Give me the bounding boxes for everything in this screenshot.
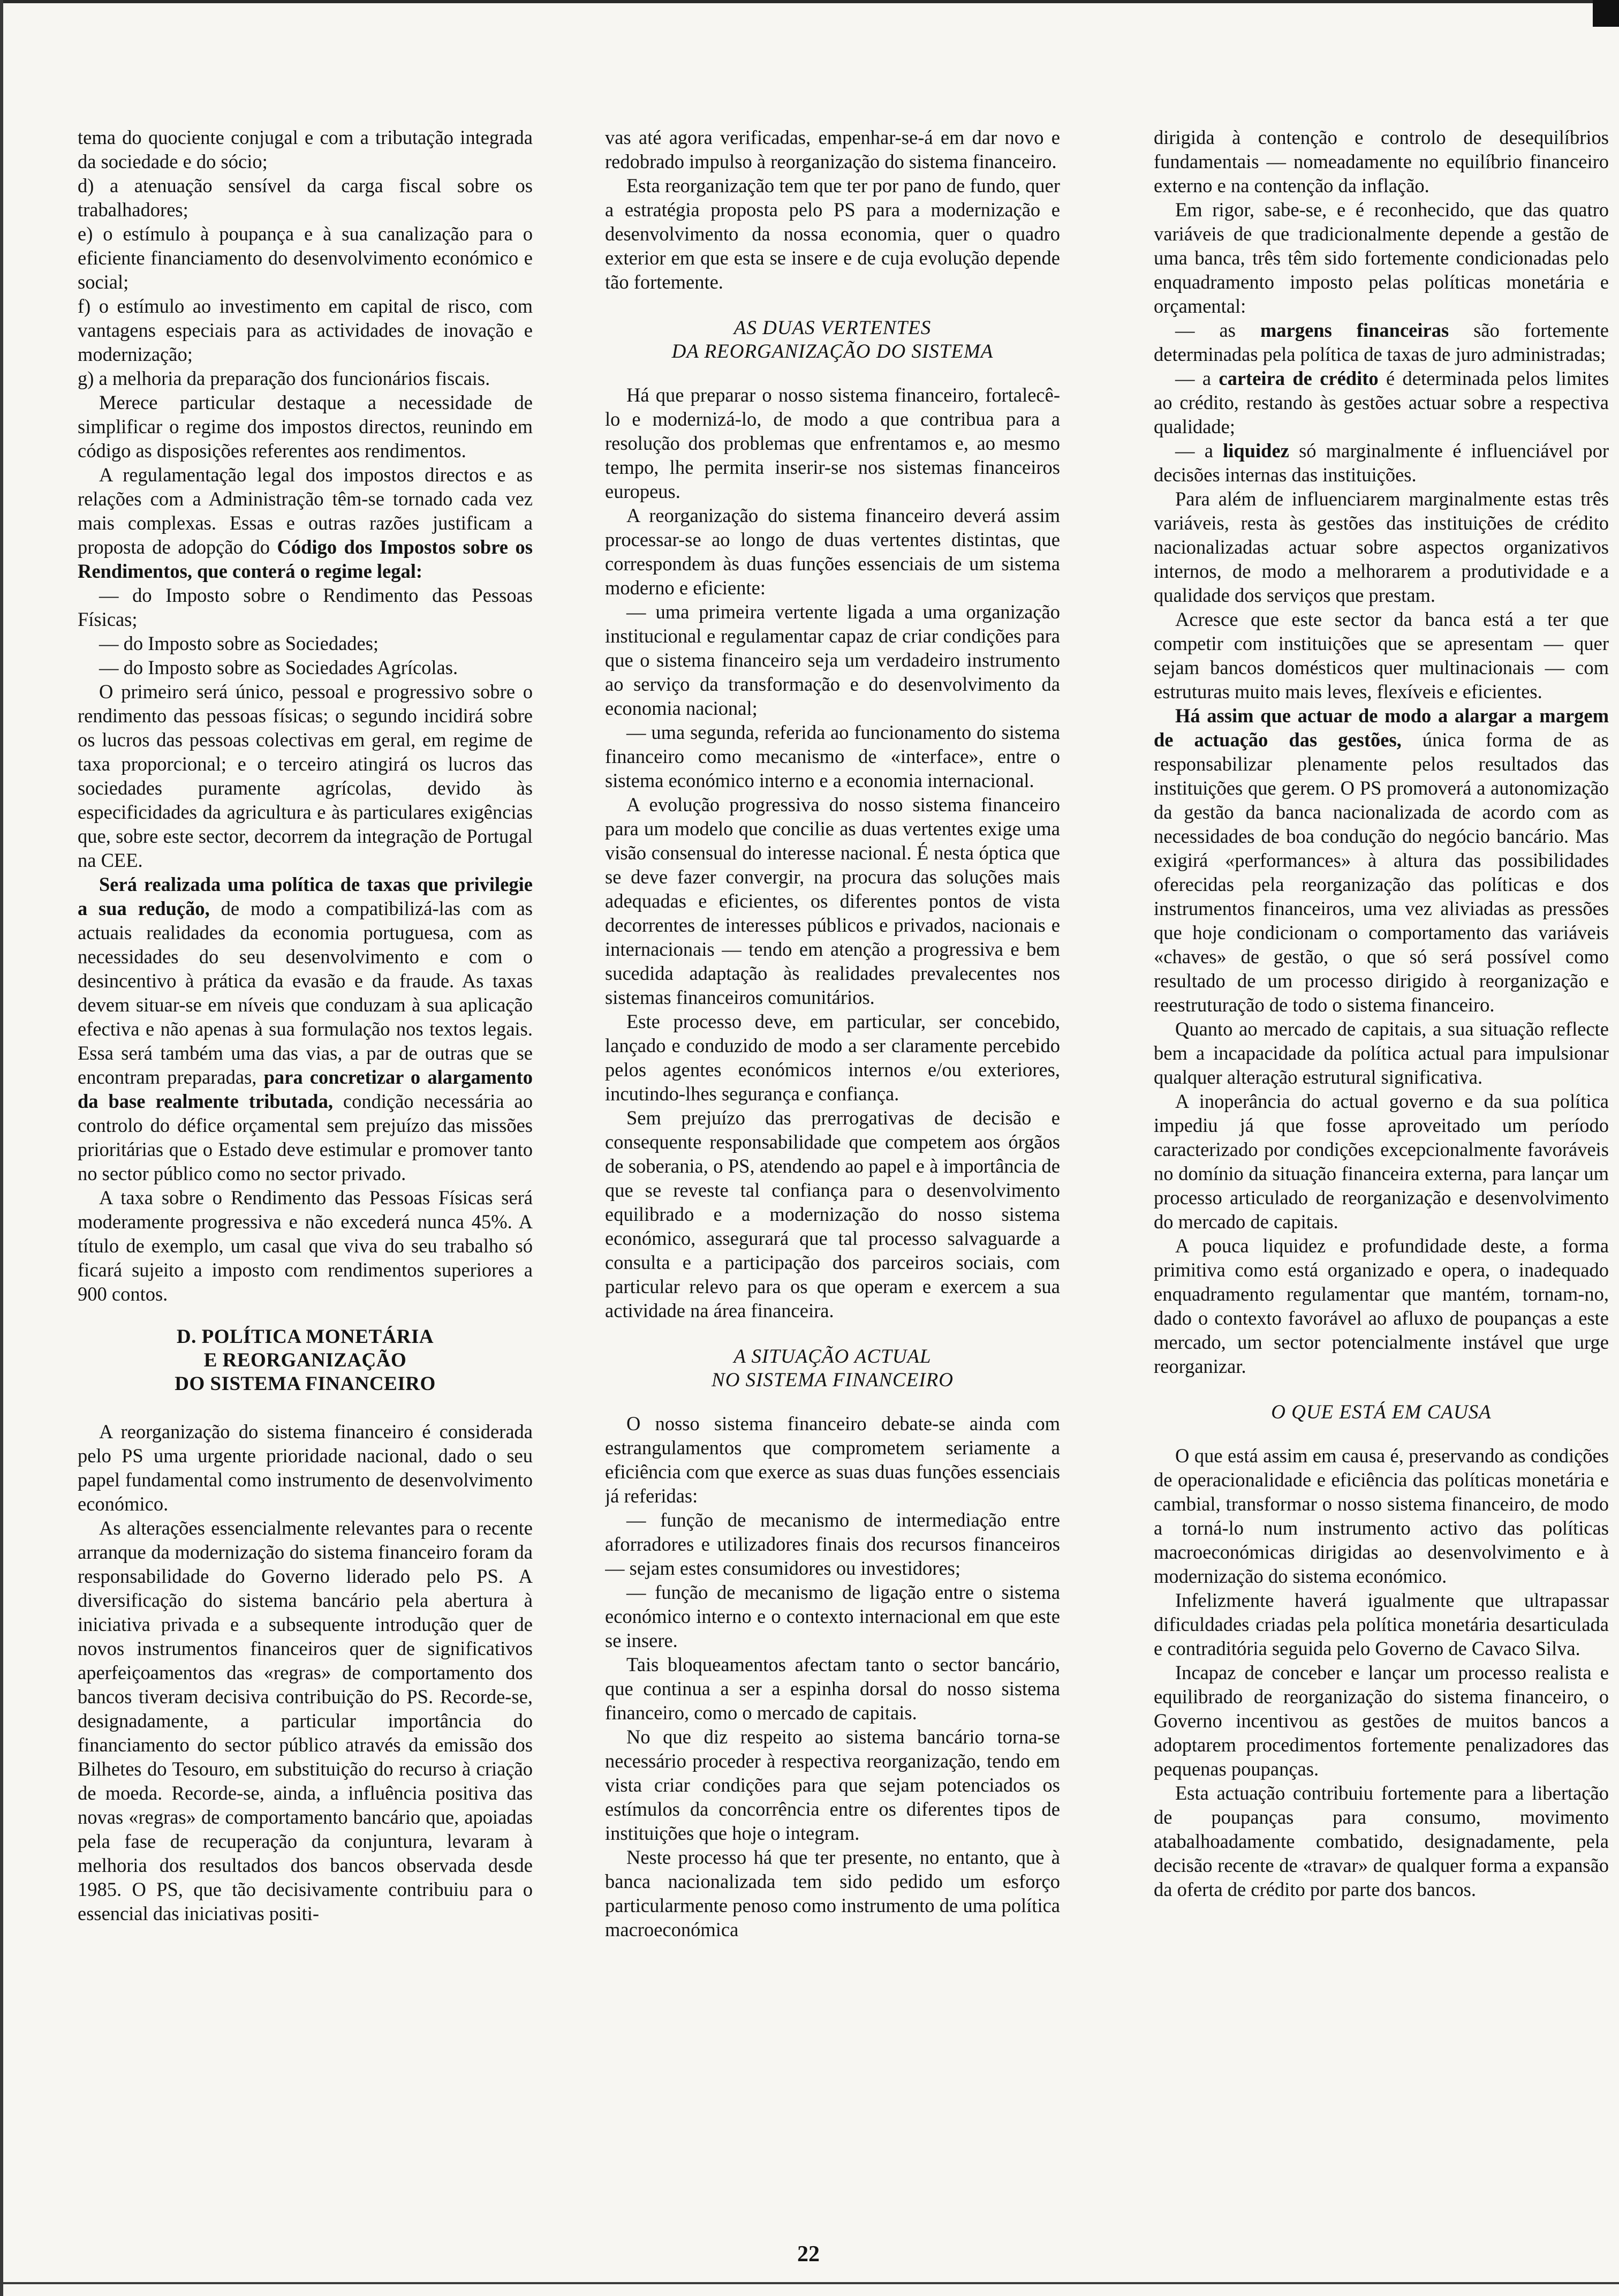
paragraph: Esta actuação contribuiu fortemente para a libertação de poupanças para consumo, movimento atabalhoadamente combatido, designadamente, pela decisão recente de «travar» de qualquer forma a expansão da oferta de crédito por parte dos bancos. bbox=[1154, 1782, 1609, 1900]
paragraph: Este processo deve, em particular, ser concebido, lançado e conduzido de modo a ser claramente percebido pelos agentes económicos internos e/ou exteriores, incutindo-lhes segurança e confiança. bbox=[605, 1010, 1060, 1105]
paragraph: Infelizmente haverá igualmente que ultrapassar dificuldades criadas pela política monetária desarticulada e contraditória seguida pelo Governo de Cavaco Silva. bbox=[1154, 1589, 1609, 1659]
paragraph: Para além de influenciarem marginalmente estas três variáveis, resta às gestões das instituições de crédito nacionalizadas actuar sobre aspectos organizativos internos, de modo a melhorarem a produtividade e a qualidade dos serviços que prestam. bbox=[1154, 488, 1609, 606]
heading-line: D. POLÍTICA MONETÁRIA bbox=[176, 1326, 434, 1348]
heading-line: NO SISTEMA FINANCEIRO bbox=[712, 1369, 954, 1391]
paragraph: — a carteira de crédito é determinada pelos limites ao crédito, restando às gestões actuar sobre a respectiva qualidade; bbox=[1154, 367, 1609, 437]
text-column-1 bbox=[78, 125, 533, 2214]
paragraph: — função de mecanismo de intermediação entre aforradores e utilizadores finais dos recursos financeiros — sejam estes consumidores ou investidores; bbox=[605, 1509, 1060, 1579]
paragraph: dirigida à contenção e controlo de desequilíbrios fundamentais — nomeadamente no equilíbrio financeiro externo e na contenção da inflação. bbox=[1154, 126, 1609, 197]
paragraph: g) a melhoria da preparação dos funcionários fiscais. bbox=[78, 367, 490, 389]
paragraph: d) a atenuação sensível da carga fiscal sobre os trabalhadores; bbox=[78, 175, 533, 221]
paragraph: Tais bloqueamentos afectam tanto o sector bancário, que continua a ser a espinha dorsal do nosso sistema financeiro, como o mercado de capitais. bbox=[605, 1653, 1060, 1724]
paragraph: A reorganização do sistema financeiro deverá assim processar-se ao longo de duas vertentes distintas, que correspondem às duas funções essenciais de um sistema moderno e eficiente: bbox=[605, 504, 1060, 599]
paragraph: A taxa sobre o Rendimento das Pessoas Físicas será moderamente progressiva e não excederá nunca 45%. A título de exemplo, um casal que viva do seu trabalho só ficará sujeito a imposto com rendimentos superiores a 900 contos. bbox=[78, 1187, 533, 1305]
paragraph: Há que preparar o nosso sistema financeiro, fortalecê-lo e modernizá-lo, de modo a que contribua para a resolução dos problemas que enfrentamos e, ao mesmo tempo, lhe permita inserir-se nos sistemas financeiros europeus. bbox=[605, 384, 1060, 502]
paragraph: Sem prejuízo das prerrogativas de decisão e consequente responsabilidade que competem aos órgãos de soberania, o PS, atendendo ao papel e à importância de que se reveste tal confiança para o desenvolvimento equilibrado e a modernização do nosso sistema económico, assegurará que tal processo salvaguarde a consulta e a participação dos parceiros sociais, com particular relevo para os que operam e exercem a sua actividade na área financeira. bbox=[605, 1107, 1060, 1321]
paragraph: A inoperância do actual governo e da sua política impediu já que fosse aproveitado um período caracterizado por condições excepcionalmente favoráveis no domínio da situação financeira externa, para lançar um processo articulado de reorganização e desenvolvimento do mercado de capitais. bbox=[1154, 1090, 1609, 1233]
paragraph: Acresce que este sector da banca está a ter que competir com instituições que se apresentam — quer sejam bancos domésticos quer multinacionais — com estruturas muito mais leves, flexíveis e eficientes. bbox=[1154, 608, 1609, 703]
paragraph: Há assim que actuar de modo a alargar a margem de actuação das gestões, única forma de as responsabilizar plenamente pelos resultados das instituições que gerem. O PS promoverá a autonomização da gestão da banca nacionalizada de acordo com as necessidades de boa condução do negócio bancário. Mas exigirá «performances» à altura das possibilidades oferecidas pela reorganização das políticas e dos instrumentos financeiros, uma vez aliviadas as pressões que hoje condicionam o comportamento das variáveis «chaves» de gestão, o que só será possível como resultado de um processo dirigido à reorganização e reestruturação de todo o sistema financeiro. bbox=[1154, 705, 1609, 1016]
paragraph: Quanto ao mercado de capitais, a sua situação reflecte bem a incapacidade da política actual para impulsionar qualquer alteração estrutural significativa. bbox=[1154, 1018, 1609, 1088]
paragraph: Esta reorganização tem que ter por pano de fundo, quer a estratégia proposta pelo PS para a modernização e desenvolvimento da nossa economia, quer o quadro exterior em que esta se insere e de cuja evolução depende tão fortemente. bbox=[605, 175, 1060, 293]
paragraph: O primeiro será único, pessoal e progressivo sobre o rendimento das pessoas físicas; o segundo incidirá sobre os lucros das pessoas colectivas em geral, em regime de taxa proporcional; e o terceiro atingirá os lucros das sociedades puramente agrícolas, devido às especificidades da agricultura e às particulares exigências que, sobre este sector, decorrem da integração de Portugal na CEE. bbox=[78, 681, 533, 871]
paragraph: — uma primeira vertente ligada a uma organização institucional e regulamentar capaz de criar condições para que o sistema financeiro seja um verdadeiro instrumento ao serviço da transformação e do desenvolvimento da economia nacional; bbox=[605, 601, 1060, 719]
page-edge-top bbox=[0, 0, 1619, 3]
page-corner-mark bbox=[1593, 0, 1619, 27]
paragraph: No que diz respeito ao sistema bancário torna-se necessário proceder à respectiva reorganização, tendo em vista criar condições para que sejam potenciados os estímulos da concorrência entre os diferentes tipos de instituições que hoje o integram. bbox=[605, 1726, 1060, 1844]
heading-line: AS DUAS VERTENTES bbox=[733, 317, 932, 339]
heading-line: E REORGANIZAÇÃO bbox=[203, 1349, 407, 1371]
paragraph: Será realizada uma política de taxas que privilegie a sua redução, de modo a compatibilizá-las com as actuais realidades da economia portuguesa, com as necessidades do seu desenvolvimento e com o desincentivo à prática da evasão e da fraude. As taxas devem situar-se em níveis que conduzam à sua aplicação efectiva e não apenas à sua formulação nos textos legais. Essa será também uma das vias, a par de outras que se encontram preparadas, para concretizar o alargamento da base realmente tributada, condição necessária ao controlo do défice orçamental sem prejuízo das missões prioritárias que o Estado deve estimular e promover tanto no sector público como no sector privado. bbox=[78, 873, 533, 1184]
paragraph: O que está assim em causa é, preservando as condições de operacionalidade e eficiência das políticas monetária e cambial, transformar o nosso sistema financeiro, de modo a torná-lo num instrumento activo das políticas macroeconómicas dirigidas ao desenvolvimento e à modernização do sistema económico. bbox=[1154, 1445, 1609, 1587]
paragraph: A evolução progressiva do nosso sistema financeiro para um modelo que concilie as duas vertentes exige uma visão consensual do interesse nacional. É nesta óptica que se deve fazer convergir, na procura das soluções mais adequadas e eficientes, os diferentes pontos de vista decorrentes de interesses públicos e privados, nacionais e internacionais — tendo em atenção a progressiva e bem sucedida adaptação às realidades prevalecentes nos sistemas financeiros comunitários. bbox=[605, 794, 1060, 1008]
paragraph: — as margens financeiras são fortemente determinadas pela política de taxas de juro administradas; bbox=[1154, 319, 1609, 365]
paragraph: tema do quociente conjugal e com a tributação integrada da sociedade e do sócio; bbox=[78, 126, 533, 172]
paragraph: — do Imposto sobre as Sociedades Agrícolas. bbox=[99, 656, 458, 678]
paragraph: — do Imposto sobre o Rendimento das Pessoas Físicas; bbox=[78, 584, 533, 630]
paragraph: A regulamentação legal dos impostos directos e as relações com a Administração têm-se tornado cada vez mais complexas. Essas e outras razões justificam a proposta de adopção do Código dos Impostos sobre os Rendimentos, que conterá o regime legal: bbox=[78, 464, 533, 582]
paragraph: Em rigor, sabe-se, e é reconhecido, que das quatro variáveis de que tradicionalmente depende a gestão de uma banca, três têm sido fortemente condicionadas pelo enquadramento imposto pelas políticas monetária e orçamental: bbox=[1154, 199, 1609, 317]
subsection-heading bbox=[605, 1345, 1060, 1392]
heading-line: A SITUAÇÃO ACTUAL bbox=[733, 1346, 932, 1368]
paragraph: — função de mecanismo de ligação entre o sistema económico interno e o contexto internacional em que este se insere. bbox=[605, 1581, 1060, 1651]
page-edge-bottom bbox=[0, 2282, 1619, 2284]
subsection-heading bbox=[1154, 1401, 1609, 1424]
heading-line: DO SISTEMA FINANCEIRO bbox=[175, 1373, 436, 1395]
paragraph: O nosso sistema financeiro debate-se ainda com estrangulamentos que comprometem seriamente a eficiência com que exerce as suas duas funções essenciais já referidas: bbox=[605, 1413, 1060, 1507]
paragraph: As alterações essencialmente relevantes para o recente arranque da modernização do sistema financeiro foram da responsabilidade do Governo liderado pelo PS. A diversificação do sistema bancário pela abertura à iniciativa privada e a subsequente introdução quer de novos instrumentos financeiros quer de significativos aperfeiçoamentos das «regras» de comportamento dos bancos tiveram decisiva contribuição do PS. Recorde-se, designadamente, a particular importância do financiamento do sector público através da emissão dos Bilhetes do Tesouro, em substituição do recurso à criação de moeda. Recorde-se, ainda, a influência positiva das novas «regras» de comportamento bancário que, apoiadas pela fase de recuperação da conjuntura, levaram à melhoria dos resultados dos bancos observada desde 1985. O PS, que tão decisivamente contribuiu para o essencial das iniciativas positi- bbox=[78, 1517, 533, 1924]
paragraph: A reorganização do sistema financeiro é considerada pelo PS uma urgente prioridade nacional, dado o seu papel fundamental como instrumento de desenvolvimento económico. bbox=[78, 1421, 533, 1515]
paragraph: vas até agora verificadas, empenhar-se-á em dar novo e redobrado impulso à reorganização do sistema financeiro. bbox=[605, 126, 1060, 172]
paragraph: f) o estímulo ao investimento em capital de risco, com vantagens especiais para as actividades de inovação e modernização; bbox=[78, 295, 533, 365]
paragraph: — a liquidez só marginalmente é influenciável por decisões internas das instituições. bbox=[1154, 440, 1609, 486]
heading-line: O QUE ESTÁ EM CAUSA bbox=[1271, 1401, 1492, 1423]
paragraph: — do Imposto sobre as Sociedades; bbox=[99, 632, 379, 654]
paragraph: Neste processo há que ter presente, no entanto, que à banca nacionalizada tem sido pedido um esforço particularmente penoso como instrumento de uma política macroeconómica bbox=[605, 1846, 1060, 1940]
heading-line: DA REORGANIZAÇÃO DO SISTEMA bbox=[671, 341, 994, 362]
page-number: 22 bbox=[797, 2242, 820, 2267]
subsection-heading bbox=[605, 316, 1060, 364]
paragraph: e) o estímulo à poupança e à sua canalização para o eficiente financiamento do desenvolvimento económico e social; bbox=[78, 223, 533, 293]
paragraph: Merece particular destaque a necessidade de simplificar o regime dos impostos directos, reunindo em código as disposições referentes aos rendimentos. bbox=[78, 391, 533, 462]
text-column-3 bbox=[1154, 125, 1609, 2214]
section-heading bbox=[78, 1325, 533, 1396]
paragraph: — uma segunda, referida ao funcionamento do sistema financeiro como mecanismo de «interface», entre o sistema económico interno e a economia internacional. bbox=[605, 721, 1060, 791]
text-column-2 bbox=[605, 125, 1060, 2214]
paragraph: A pouca liquidez e profundidade deste, a forma primitiva como está organizado e opera, o inadequado enquadramento regulamentar que mantém, tornam-no, dado o contexto favorável ao afluxo de poupanças a este mercado, um sector potencialmente instável que urge reorganizar. bbox=[1154, 1235, 1609, 1377]
paragraph: Incapaz de conceber e lançar um processo realista e equilibrado de reorganização do sistema financeiro, o Governo incentivou as gestões de muitos bancos a adoptarem procedimentos fortemente penalizadores das pequenas poupanças. bbox=[1154, 1661, 1609, 1780]
page-edge-left bbox=[0, 0, 3, 2296]
